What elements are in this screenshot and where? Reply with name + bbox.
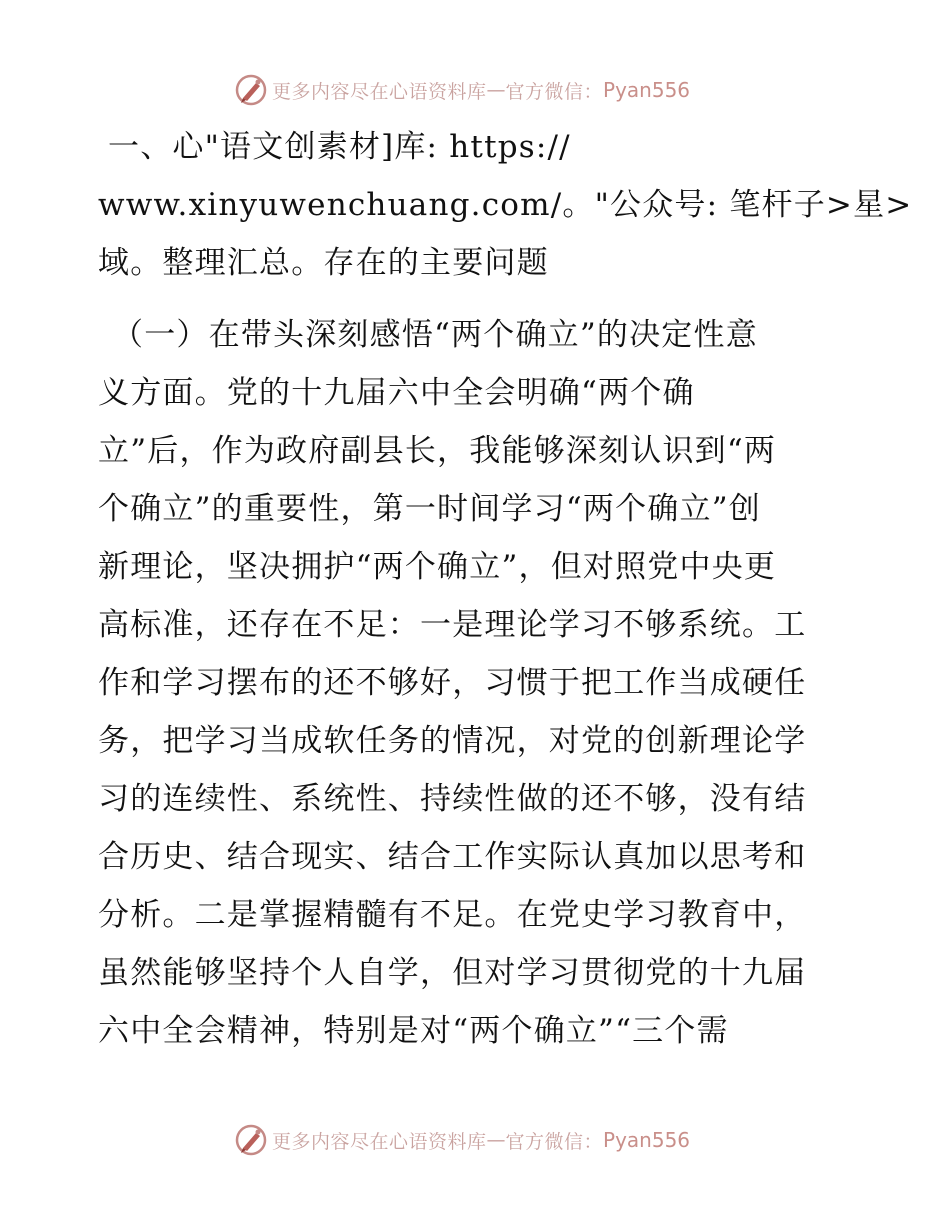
paragraph-line: 务，把学习当成软任务的情况，对党的创新理论学 bbox=[98, 723, 807, 759]
heading-line: 域。整理汇总。存在的主要问题 bbox=[98, 245, 549, 281]
banner-separator: — bbox=[486, 1129, 506, 1151]
paragraph-line: 合历史、结合现实、结合工作实际认真加以思考和 bbox=[98, 839, 807, 875]
paragraph-line: 虽然能够坚持个人自学，但对学习贯彻党的十九届 bbox=[98, 955, 807, 991]
paragraph-line: （一）在带头深刻感悟“两个确立”的决定性意 bbox=[112, 317, 758, 353]
banner-text: 更多内容尽在心语资料库 bbox=[272, 1130, 487, 1153]
banner-brand: Pyan556 bbox=[603, 78, 691, 102]
heading-line: www.xinyuwenchuang.com/。"公众号: 笔杆子>星> bbox=[98, 187, 913, 223]
paragraph-line: 作和学习摆布的还不够好，习惯于把工作当成硬任 bbox=[98, 665, 807, 701]
paragraph-line: 六中全会精神，特别是对“两个确立”“三个需 bbox=[98, 1013, 729, 1049]
header-watermark-banner bbox=[234, 72, 690, 108]
banner-separator: — bbox=[486, 79, 506, 101]
banner-label: 官方微信： bbox=[505, 1130, 604, 1153]
banner-text: 更多内容尽在心语资料库 bbox=[272, 80, 487, 103]
heading-block bbox=[98, 118, 913, 292]
banner-brand: Pyan556 bbox=[603, 1128, 691, 1152]
paragraph-line: 高标准，还存在不足：一是理论学习不够系统。工 bbox=[98, 607, 807, 643]
pen-logo-icon bbox=[234, 1123, 268, 1157]
footer-watermark-banner bbox=[234, 1122, 690, 1158]
paragraph-line: 习的连续性、系统性、持续性做的还不够，没有结 bbox=[98, 781, 807, 817]
paragraph-line: 分析。二是掌握精髓有不足。在党史学习教育中， bbox=[98, 897, 807, 933]
paragraph-block bbox=[98, 306, 858, 1060]
pen-logo-icon bbox=[234, 73, 268, 107]
heading-line: 一、心"语文创素材]库: https:// bbox=[108, 129, 571, 165]
banner-label: 官方微信： bbox=[505, 80, 604, 103]
paragraph-line: 立”后，作为政府副县长，我能够深刻认识到“两 bbox=[98, 433, 777, 469]
paragraph-line: 新理论，坚决拥护“两个确立”，但对照党中央更 bbox=[98, 549, 777, 585]
paragraph-line: 个确立”的重要性，第一时间学习“两个确立”创 bbox=[98, 491, 761, 527]
paragraph-line: 义方面。党的十九届六中全会明确“两个确 bbox=[98, 375, 695, 411]
